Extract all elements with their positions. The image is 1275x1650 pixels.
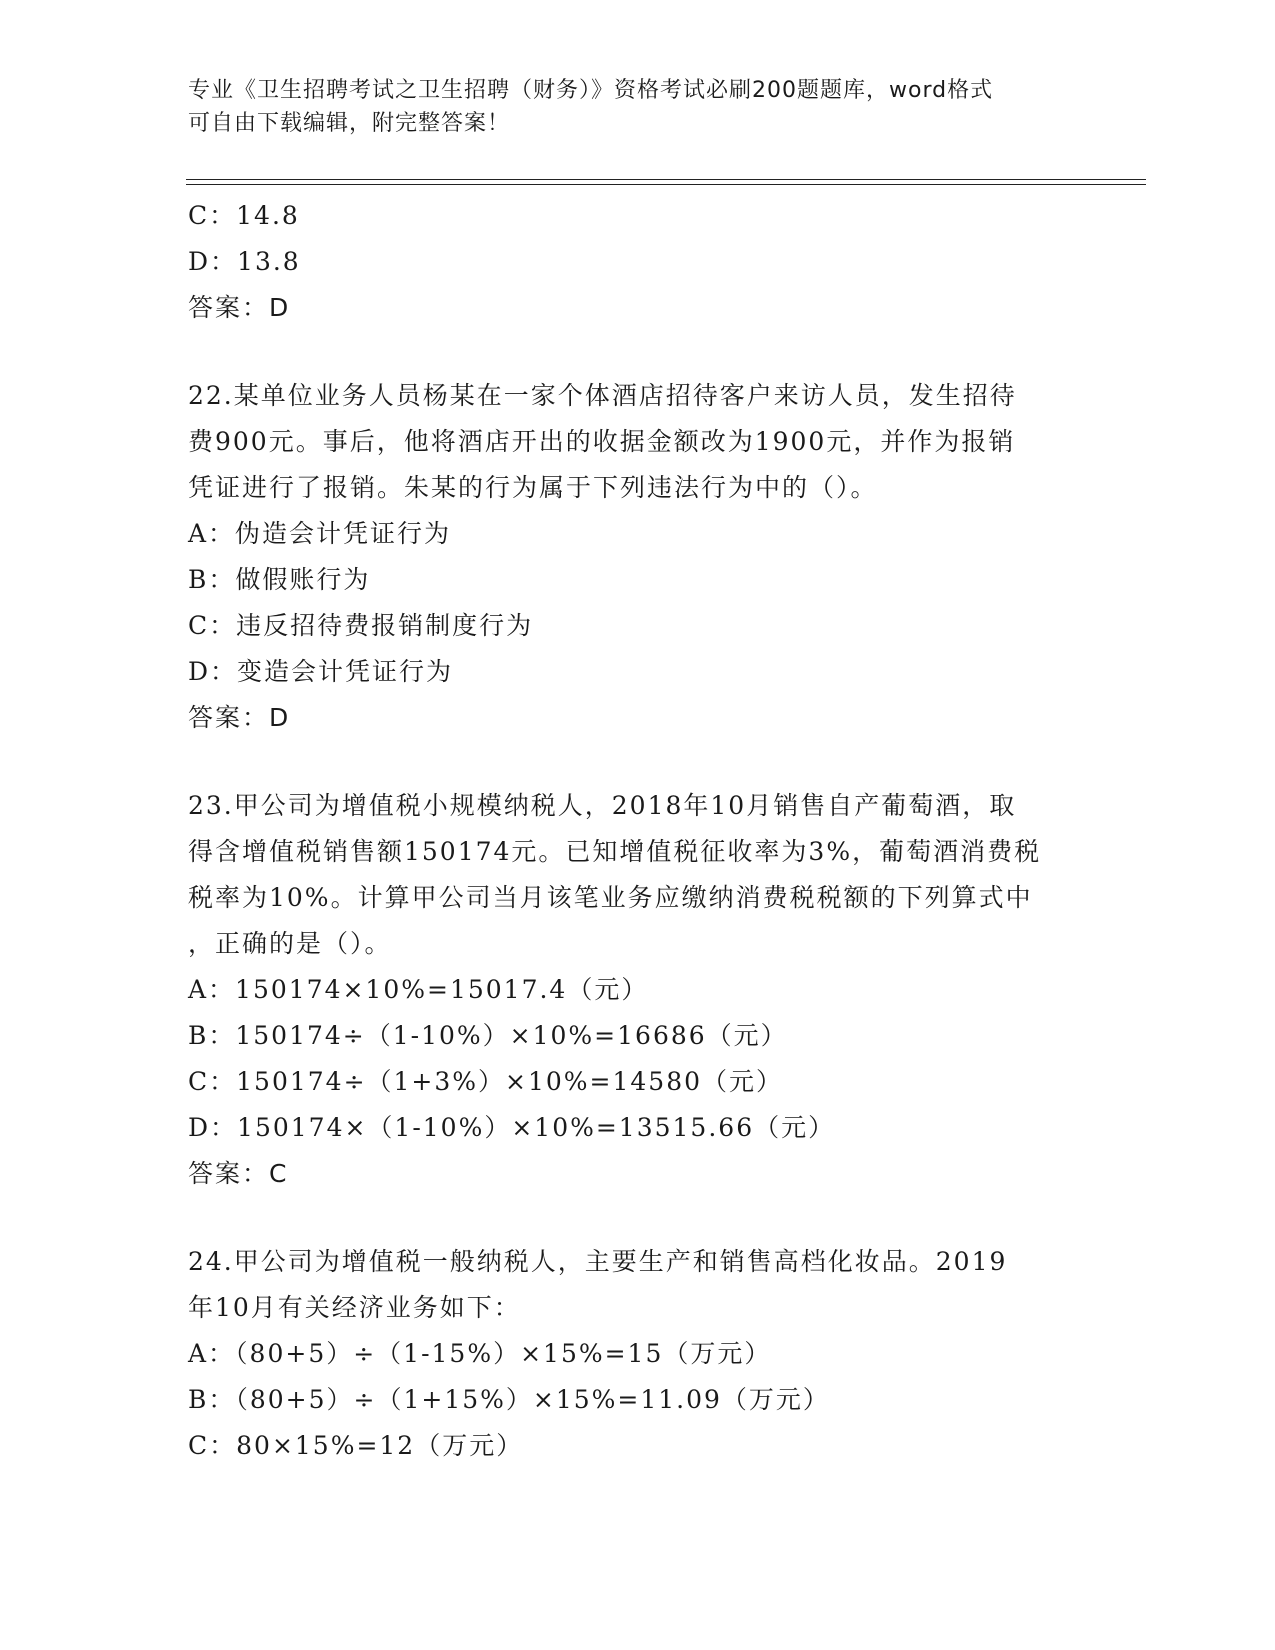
header-rule-bottom — [186, 184, 1146, 185]
question-22 — [188, 373, 1088, 741]
header-line-1: 专业《卫生招聘考试之卫生招聘（财务）》资格考试必刷200题题库，word格式 — [188, 78, 994, 103]
question-text-line: 得含增值税销售额150174元。已知增值税征收率为3%，葡萄酒消费税 — [188, 837, 1042, 866]
option-c: C：80×15%=12（万元） — [188, 1431, 524, 1460]
header-rule-top — [186, 179, 1146, 180]
answer: 答案：C — [188, 1159, 289, 1188]
header-line-2: 可自由下载编辑，附完整答案！ — [188, 111, 511, 136]
question-text-line: 凭证进行了报销。朱某的行为属于下列违法行为中的（）。 — [188, 473, 878, 502]
option-c: C：违反招待费报销制度行为 — [188, 611, 534, 640]
option-d: D：13.8 — [188, 247, 301, 276]
question-24 — [188, 1239, 1088, 1469]
question-text-line: 税率为10%。计算甲公司当月该笔业务应缴纳消费税税额的下列算式中 — [188, 883, 1033, 912]
question-text-line: ，正确的是（）。 — [188, 929, 392, 958]
answer: 答案：D — [188, 703, 291, 732]
option-c: C：14.8 — [188, 201, 300, 230]
previous-question-tail — [188, 193, 1088, 331]
option-d: D：变造会计凭证行为 — [188, 657, 454, 686]
question-23 — [188, 783, 1088, 1197]
question-text-line: 23.甲公司为增值税小规模纳税人，2018年10月销售自产葡萄酒，取 — [188, 791, 1017, 820]
option-a: A：150174×10%=15017.4（元） — [188, 975, 649, 1004]
question-text-line: 24.甲公司为增值税一般纳税人，主要生产和销售高档化妆品。2019 — [188, 1247, 1008, 1276]
option-a: A：伪造会计凭证行为 — [188, 519, 452, 548]
question-text-line: 22.某单位业务人员杨某在一家个体酒店招待客户来访人员，发生招待 — [188, 381, 1017, 410]
document-body — [188, 193, 1088, 1469]
document-header — [188, 74, 1068, 140]
question-text-line: 年10月有关经济业务如下： — [188, 1293, 521, 1322]
option-c: C：150174÷（1+3%）×10%=14580（元） — [188, 1067, 784, 1096]
answer: 答案：D — [188, 293, 291, 322]
option-b: B：做假账行为 — [188, 565, 371, 594]
option-b: B：150174÷（1-10%）×10%=16686（元） — [188, 1021, 788, 1050]
option-a: A：（80+5）÷（1-15%）×15%=15（万元） — [188, 1339, 772, 1368]
option-d: D：150174×（1-10%）×10%=13515.66（元） — [188, 1113, 836, 1142]
option-b: B：（80+5）÷（1+15%）×15%=11.09（万元） — [188, 1385, 830, 1414]
question-text-line: 费900元。事后，他将酒店开出的收据金额改为1900元，并作为报销 — [188, 427, 1016, 456]
